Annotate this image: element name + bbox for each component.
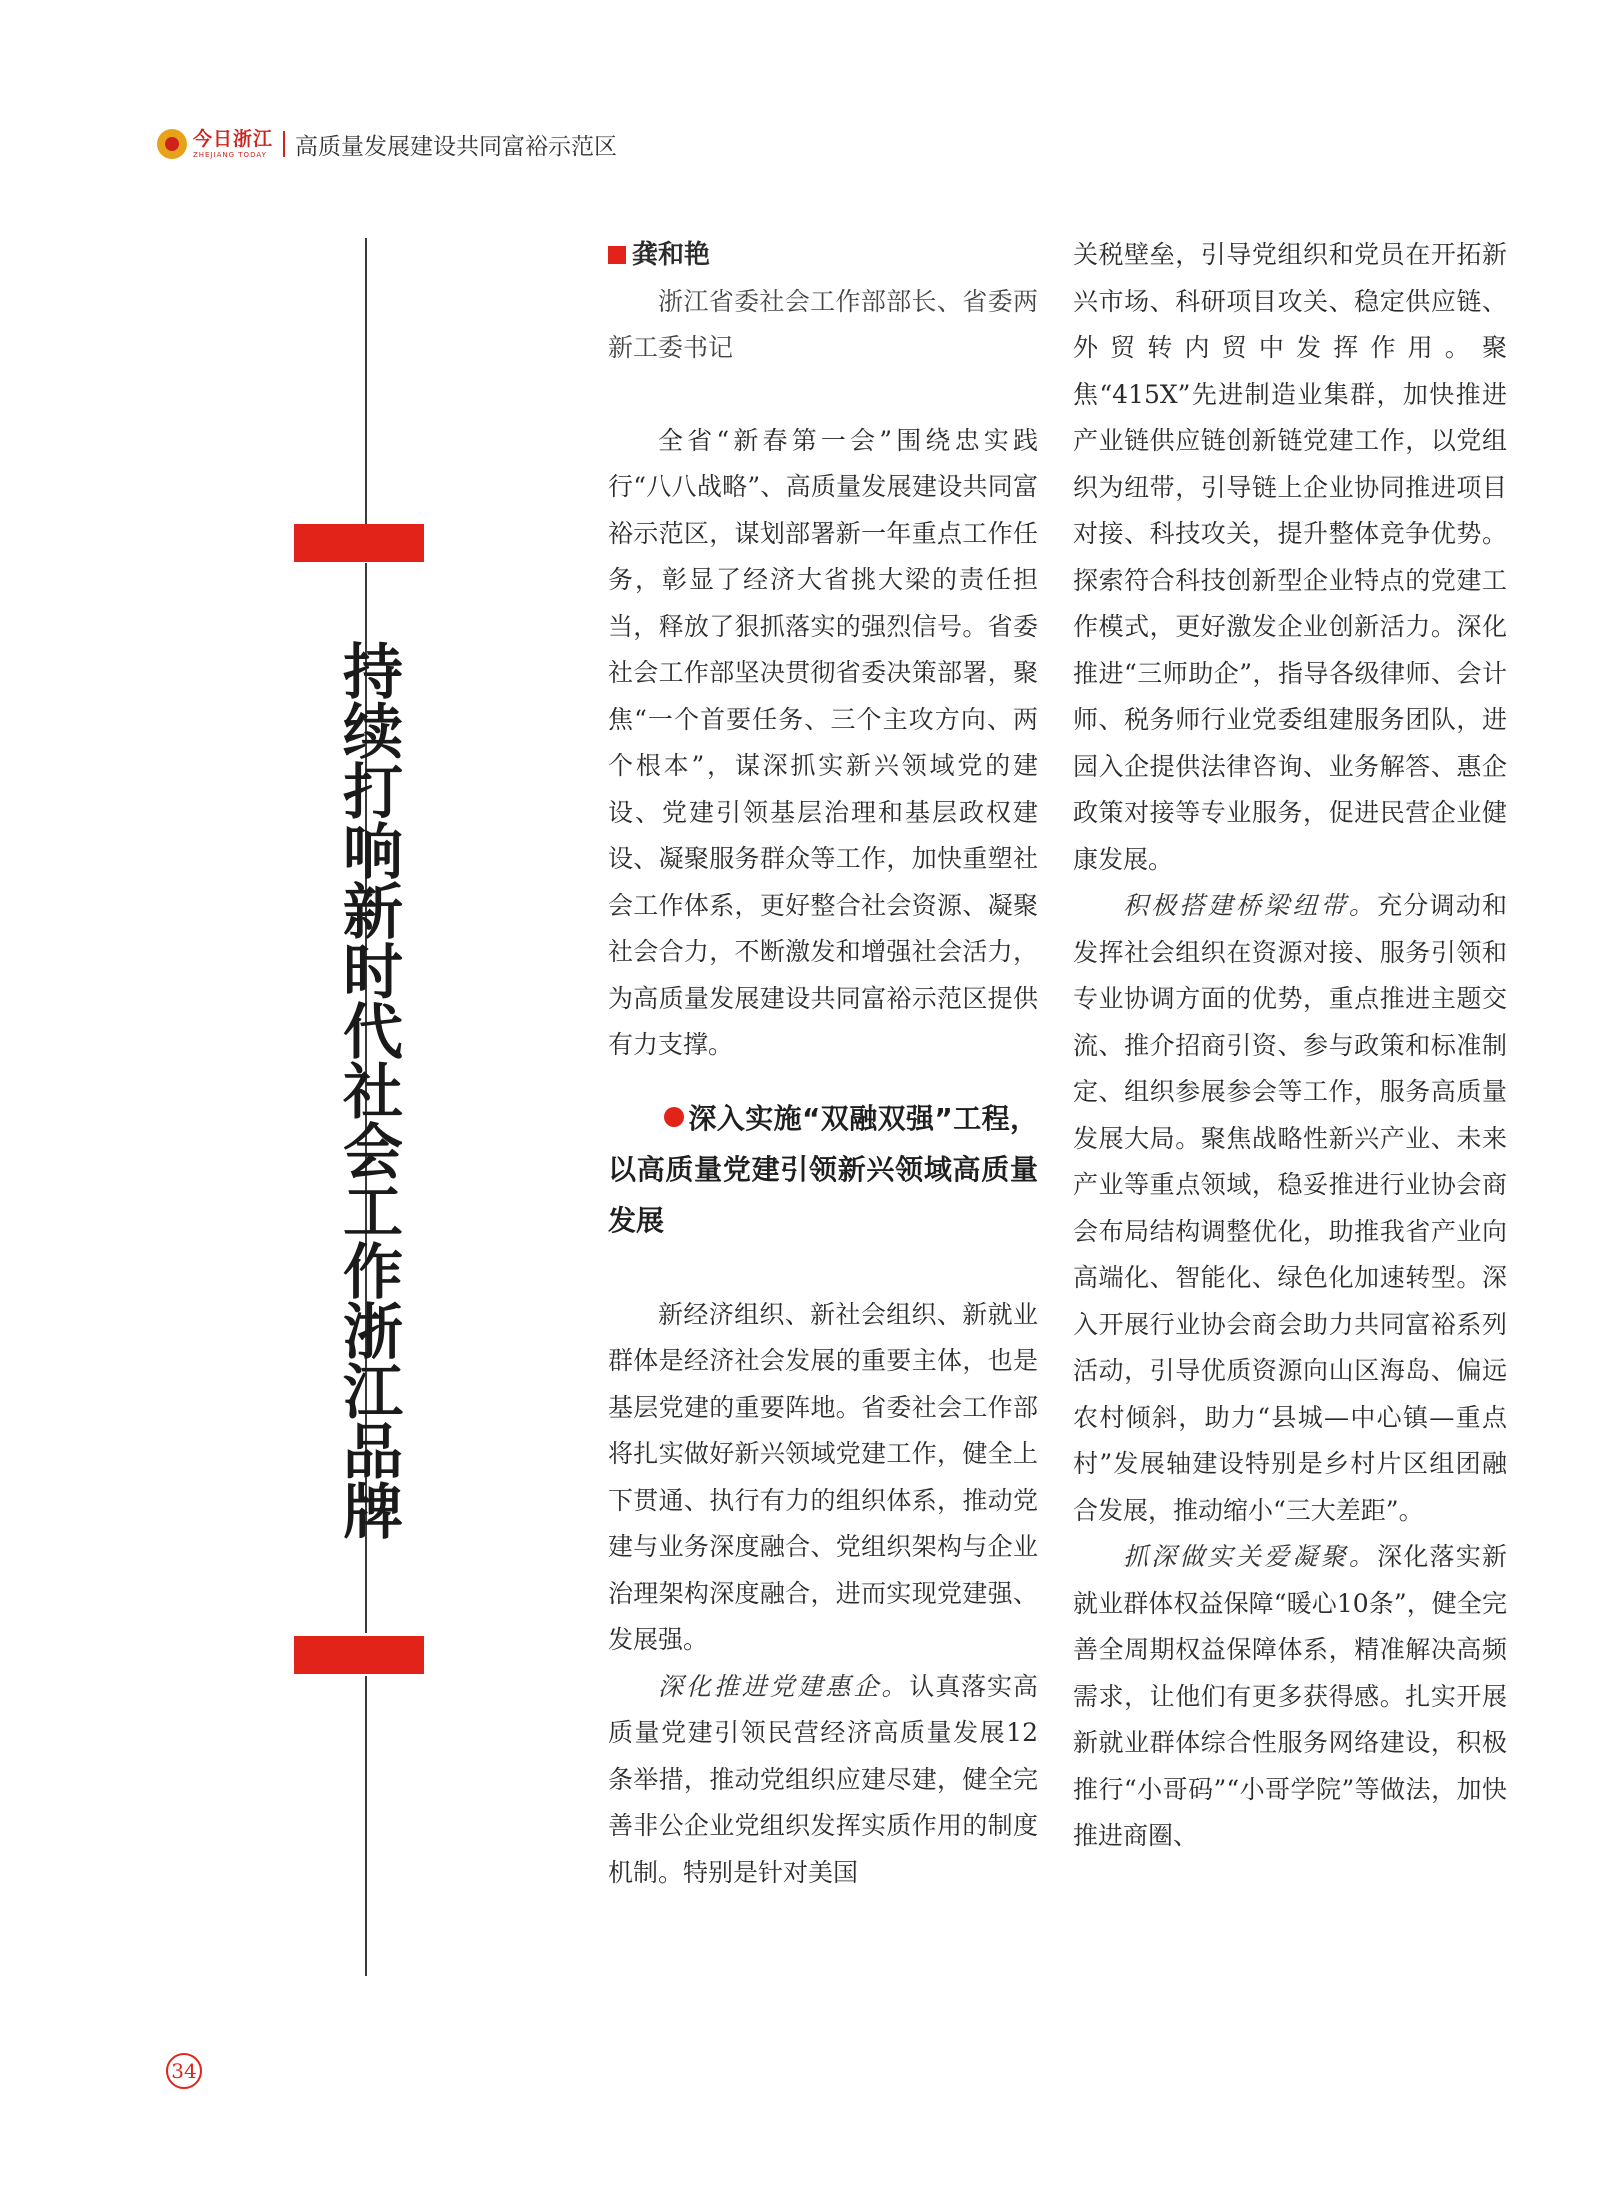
section-heading [608, 1093, 1038, 1246]
keyword-lead-2: 积极搭建桥梁纽带。 [1123, 891, 1378, 920]
red-bar-top [294, 524, 424, 562]
paragraph-4-body: 深化落实新就业群体权益保障“暖心10条”，健全完善全周期权益保障体系，精准解决高频需求，让他们有更多获得感。扎实开展新就业群体综合性服务网络建设，积极推行“小哥码”“小哥学院”等做法，加快推进商圈、 [1073, 1542, 1507, 1850]
section-paragraph-2 [608, 1664, 1038, 1897]
logo-en: ZHEJIANG TODAY [193, 150, 267, 159]
header-divider [283, 131, 285, 157]
keyword-lead-3: 抓深做实关爱凝聚。 [1123, 1542, 1378, 1571]
section-title: 高质量发展建设共同富裕示范区 [295, 133, 618, 160]
section-paragraph-1: 新经济组织、新社会组织、新就业群体是经济社会发展的重要主体，也是基层党建的重要阵地。省委社会工作部将扎实做好新兴领域党建工作，健全上下贯通、执行有力的组织体系，推动党建与业务深度融合、党组织架构与企业治理架构深度融合，进而实现党建强、发展强。 [608, 1299, 1038, 1654]
author-name: 龚和艳 [632, 240, 711, 270]
article-title: 持续打响新时代社会工作浙江品牌 [333, 640, 403, 1540]
divider-line-top [365, 238, 367, 524]
page-header [157, 126, 617, 162]
intro-paragraph: 全省“新春第一会”围绕忠实践行“八八战略”、高质量发展建设共同富裕示范区，谋划部署新一年重点工作任务，彰显了经济大省挑大梁的责任担当，释放了狠抓落实的强烈信号。省委社会工作部坚决贯彻省委决策部署，聚焦“一个首要任务、三个主攻方向、两个根本”，谋深抓实新兴领域党的建设、党建引领基层治理和基层政权建设、凝聚服务群众等工作，加快重塑社会工作体系，更好整合社会资源、凝聚社会合力，不断激发和增强社会活力，为高质量发展建设共同富裕示范区提供有力支撑。 [608, 425, 1038, 1059]
author-marker-icon [608, 246, 626, 264]
red-bar-bottom [294, 1636, 424, 1674]
paragraph-2-continuation: 关税壁垒，引导党组织和党员在开拓新兴市场、科研项目攻关、稳定供应链、外贸转内贸中发挥作用。聚焦“415X”先进制造业集群，加快推进产业链供应链创新链党建工作，以党组织为纽带，引导链上企业协同推进项目对接、科技攻关，提升整体竞争优势。探索符合科技创新型企业特点的党建工作模式，更好激发企业创新活力。深化推进“三师助企”，指导各级律师、会计师、税务师行业党委组建服务团队，进园入企提供法律咨询、业务解答、惠企政策对接等专业服务，促进民营企业健康发展。 [1073, 240, 1507, 874]
paragraph-2-body-col1: 认真落实高质量党建引领民营经济高质量发展12条举措，推动党组织应建尽建，健全完善非公企业党组织发挥实质作用的制度机制。特别是针对美国 [608, 1671, 1038, 1887]
author-line [608, 232, 1038, 279]
author-title: 浙江省委社会工作部部长、省委两新工委书记 [608, 286, 1038, 362]
logo-cn: 今日浙江 [193, 127, 274, 150]
section-paragraph-4 [1073, 1534, 1507, 1860]
bullet-dot-icon [664, 1107, 684, 1127]
logo [193, 127, 274, 159]
keyword-lead-1: 深化推进党建惠企。 [658, 1671, 910, 1701]
section-paragraph-3 [1073, 883, 1507, 1534]
page-number: 34 [166, 2053, 202, 2089]
section-heading-text: 深入实施“双融双强”工程，以高质量党建引领新兴领域高质量发展 [608, 1101, 1038, 1237]
text-column-2 [1073, 232, 1507, 1860]
divider-line-bottom [365, 1676, 367, 1976]
paragraph-3-body: 充分调动和发挥社会组织在资源对接、服务引领和专业协调方面的优势，重点推进主题交流、推介招商引资、参与政策和标准制定、组织参展参会等工作，服务高质量发展大局。聚焦战略性新兴产业、未来产业等重点领域，稳妥推进行业协会商会布局结构调整优化，助推我省产业向高端化、智能化、绿色化加速转型。深入开展行业协会商会助力共同富裕系列活动，引导优质资源向山区海岛、偏远农村倾斜，助力“县城—中心镇—重点村”发展轴建设特别是乡村片区组团融合发展，推动缩小“三大差距”。 [1073, 891, 1507, 1525]
logo-icon [157, 129, 187, 159]
text-column-1 [608, 232, 1038, 1896]
